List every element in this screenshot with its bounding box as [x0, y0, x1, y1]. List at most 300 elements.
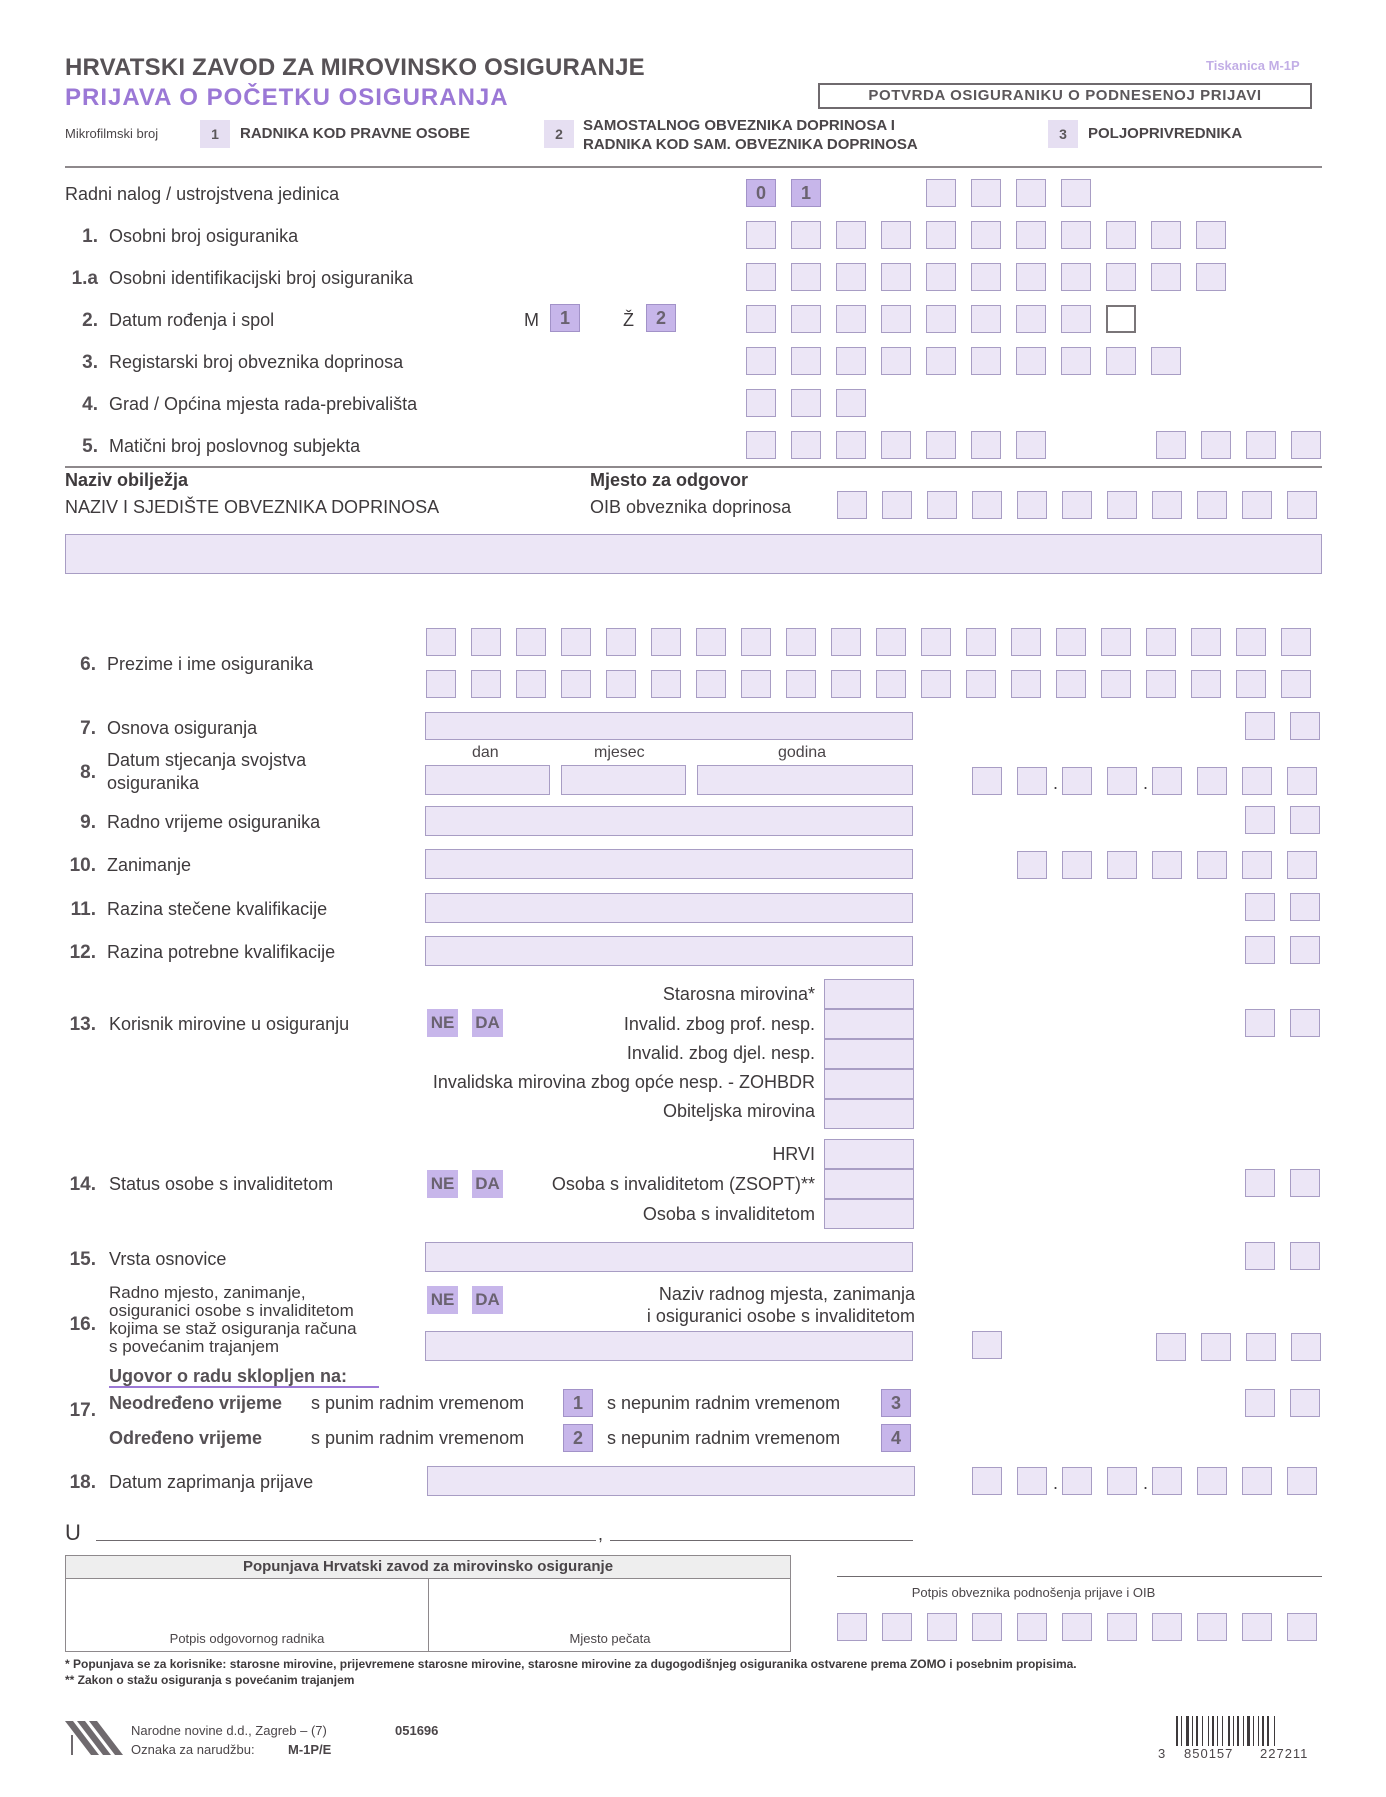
- col-mjesto-title: Mjesto za odgovor: [590, 470, 749, 490]
- registration-number-box[interactable]: [971, 347, 1001, 375]
- occupation-code-box[interactable]: [1062, 851, 1092, 879]
- obligor-oib-box[interactable]: [882, 491, 912, 519]
- row-17-code-1[interactable]: 1: [563, 1389, 593, 1417]
- occupation-code-box[interactable]: [1287, 851, 1317, 879]
- acquisition-date-box[interactable]: [1152, 767, 1182, 795]
- name-char-box[interactable]: [516, 670, 546, 698]
- obligor-signature-oib-box[interactable]: [1197, 1613, 1227, 1641]
- oib-box[interactable]: [1061, 263, 1091, 291]
- row-17-part-time: s nepunim radnim vremenom: [607, 1428, 841, 1448]
- row-11-code-box[interactable]: [1245, 893, 1275, 921]
- row-13-label: Korisnik mirovine u osiguranju: [109, 1014, 350, 1034]
- pension-option-label: Invalid. zbog djel. nesp.: [626, 1043, 815, 1063]
- row-3-label: Registarski broj obveznika doprinosa: [109, 352, 404, 372]
- obligor-signature-caption: Potpis obveznika podnošenja prijave i OIB: [911, 1585, 1156, 1600]
- obligor-signature-oib-box[interactable]: [1062, 1613, 1092, 1641]
- obligor-oib-box[interactable]: [1062, 491, 1092, 519]
- name-char-box[interactable]: [966, 670, 996, 698]
- occupation-code-box[interactable]: [1197, 851, 1227, 879]
- row-10-number: 10.: [69, 855, 96, 876]
- row-9-field[interactable]: [425, 806, 913, 836]
- birth-date-box[interactable]: [836, 305, 866, 333]
- row-16-field[interactable]: [425, 1331, 913, 1361]
- row-16-right-line2: i osiguranici osobe s invaliditetom: [646, 1306, 915, 1326]
- row-4-number: 4.: [82, 394, 98, 415]
- row-12-label: Razina potrebne kvalifikacije: [107, 942, 336, 962]
- name-char-box[interactable]: [651, 670, 681, 698]
- row-17-title-underline: [109, 1386, 379, 1388]
- occupation-code-box[interactable]: [1107, 851, 1137, 879]
- obligor-signature-oib-box[interactable]: [882, 1613, 912, 1641]
- name-char-box[interactable]: [1191, 670, 1221, 698]
- obligor-signature-oib-box[interactable]: [927, 1613, 957, 1641]
- row-18-number: 18.: [69, 1472, 96, 1493]
- receipt-date-box[interactable]: [1197, 1467, 1227, 1495]
- birth-date-box[interactable]: [1016, 305, 1046, 333]
- row-11-field[interactable]: [425, 893, 913, 923]
- name-char-box[interactable]: [1281, 670, 1311, 698]
- business-id-box[interactable]: [791, 431, 821, 459]
- row-12-field[interactable]: [425, 936, 913, 966]
- city-code-box[interactable]: [746, 389, 776, 417]
- date-line[interactable]: [610, 1540, 913, 1541]
- row-6-number: 6.: [80, 654, 96, 675]
- row-15-field[interactable]: [425, 1242, 913, 1272]
- date-separator: .: [1143, 773, 1149, 793]
- obligor-oib-label: OIB obveznika doprinosa: [590, 497, 792, 517]
- row-14-number: 14.: [69, 1174, 96, 1195]
- radni-nalog-code-0: 0: [746, 179, 776, 207]
- row-13-ne-option[interactable]: NE: [427, 1009, 458, 1037]
- category-1-number[interactable]: 1: [200, 120, 230, 148]
- business-id-box[interactable]: [836, 431, 866, 459]
- registration-number-box[interactable]: [926, 347, 956, 375]
- row-12-code-box[interactable]: [1245, 936, 1275, 964]
- row-3-number: 3.: [82, 352, 98, 373]
- name-char-box[interactable]: [561, 628, 591, 656]
- birth-date-box[interactable]: [1061, 305, 1091, 333]
- category-2-label-line2: RADNIKA KOD SAM. OBVEZNIKA DOPRINOSA: [583, 136, 918, 153]
- row-18-label: Datum zaprimanja prijave: [109, 1472, 314, 1492]
- pension-option-label: Invalidska mirovina zbog opće nesp. - ZOHBDR: [432, 1072, 815, 1092]
- pension-option-box[interactable]: [824, 1069, 914, 1099]
- obligor-oib-box[interactable]: [1017, 491, 1047, 519]
- row-9-number: 9.: [80, 812, 96, 833]
- row-6-label: Prezime i ime osiguranika: [107, 654, 314, 674]
- name-char-box[interactable]: [1011, 670, 1041, 698]
- row-16-code-box[interactable]: [1246, 1333, 1276, 1361]
- row-1-label: Osobni broj osiguranika: [109, 226, 299, 246]
- name-char-box[interactable]: [1056, 670, 1086, 698]
- business-id-box[interactable]: [926, 431, 956, 459]
- name-char-box[interactable]: [741, 670, 771, 698]
- row-8-month-field[interactable]: [561, 765, 686, 795]
- row-11-code-box[interactable]: [1290, 893, 1320, 921]
- narodne-novine-logo: [65, 1721, 123, 1755]
- row-16-code-box[interactable]: [1201, 1333, 1231, 1361]
- oib-box[interactable]: [791, 263, 821, 291]
- barcode-group2: 227211: [1260, 1746, 1309, 1761]
- obligor-oib-box[interactable]: [1242, 491, 1272, 519]
- form-title: PRIJAVA O POČETKU OSIGURANJA: [65, 84, 509, 111]
- obligor-oib-box[interactable]: [1287, 491, 1317, 519]
- category-2-number[interactable]: 2: [544, 120, 574, 148]
- oib-box[interactable]: [1016, 263, 1046, 291]
- name-char-box[interactable]: [786, 670, 816, 698]
- row-5-label: Matični broj poslovnog subjekta: [109, 436, 361, 456]
- row-8-year-field[interactable]: [697, 765, 913, 795]
- col-naziv-title: Naziv obilježja: [65, 470, 189, 490]
- occupation-code-box[interactable]: [1152, 851, 1182, 879]
- row-17-full-time: s punim radnim vremenom: [311, 1428, 525, 1448]
- name-char-box[interactable]: [1191, 628, 1221, 656]
- row-8-label-line1: Datum stjecanja svojstva: [107, 750, 307, 770]
- receipt-date-box[interactable]: [1242, 1467, 1272, 1495]
- name-char-box[interactable]: [651, 628, 681, 656]
- pension-option-label: Invalid. zbog prof. nesp.: [623, 1014, 815, 1034]
- row-13-code-box[interactable]: [1245, 1009, 1275, 1037]
- oib-box[interactable]: [1106, 263, 1136, 291]
- name-char-box[interactable]: [1101, 628, 1131, 656]
- row-9-code-box[interactable]: [1290, 806, 1320, 834]
- date-separator: .: [1143, 1473, 1149, 1493]
- name-char-box[interactable]: [786, 628, 816, 656]
- row-16-code-box[interactable]: [1156, 1333, 1186, 1361]
- row-16-label-line: s povećanim trajanjem: [109, 1337, 280, 1356]
- date-separator: .: [1053, 773, 1059, 793]
- row-7-label: Osnova osiguranja: [107, 718, 258, 738]
- business-id-box[interactable]: [1246, 431, 1276, 459]
- row-16-da-option[interactable]: DA: [472, 1286, 503, 1314]
- name-char-box[interactable]: [516, 628, 546, 656]
- institution-title: HRVATSKI ZAVOD ZA MIROVINSKO OSIGURANJE: [65, 54, 645, 81]
- publisher-code: 051696: [395, 1723, 439, 1738]
- publisher-line1: Narodne novine d.d., Zagreb – (7): [131, 1723, 327, 1738]
- receipt-date-box[interactable]: [1152, 1467, 1182, 1495]
- pension-option-label: Obiteljska mirovina: [662, 1101, 815, 1121]
- registration-number-box[interactable]: [1151, 347, 1181, 375]
- name-char-box[interactable]: [921, 628, 951, 656]
- footnote-1: * Popunjava se za korisnike: starosne mirovine, prijevremene starosne mirovine, starosne mirovine za dugogodišnjeg osiguranika ostvarene prema ZOMO i posebnim propisima.: [65, 1657, 1077, 1671]
- row-8-day-field[interactable]: [425, 765, 550, 795]
- oib-box[interactable]: [1196, 263, 1226, 291]
- receipt-date-box[interactable]: [1062, 1467, 1092, 1495]
- row-2-label: Datum rođenja i spol: [109, 310, 275, 330]
- row-14-code-box[interactable]: [1245, 1169, 1275, 1197]
- pension-option-box[interactable]: [824, 1009, 914, 1039]
- obligor-signature-oib-box[interactable]: [1242, 1613, 1272, 1641]
- registration-number-box[interactable]: [1016, 347, 1046, 375]
- category-3-number[interactable]: 3: [1048, 120, 1078, 148]
- row-14-da-option[interactable]: DA: [472, 1170, 503, 1198]
- row-8-year-caption: godina: [778, 744, 827, 761]
- responsible-signature-cell: Potpis odgovornog radnika: [169, 1631, 325, 1646]
- obligor-oib-box[interactable]: [1107, 491, 1137, 519]
- acquisition-date-box[interactable]: [1062, 767, 1092, 795]
- row-14-code-box[interactable]: [1290, 1169, 1320, 1197]
- acquisition-date-box[interactable]: [1017, 767, 1047, 795]
- publisher-order-value: M-1P/E: [288, 1742, 332, 1757]
- row-8-month-caption: mjesec: [594, 744, 645, 761]
- receipt-date-box[interactable]: [1287, 1467, 1317, 1495]
- obligor-signature-oib-box[interactable]: [837, 1613, 867, 1641]
- row-2-number: 2.: [82, 310, 98, 331]
- row-18-field[interactable]: [427, 1466, 915, 1496]
- name-char-box[interactable]: [1146, 670, 1176, 698]
- row-8-label-line2: osiguranika: [107, 773, 200, 793]
- personal-number-box[interactable]: [791, 221, 821, 249]
- row-16-label-line: kojima se staž osiguranja računa: [109, 1319, 357, 1338]
- name-char-box[interactable]: [696, 670, 726, 698]
- name-char-box[interactable]: [1146, 628, 1176, 656]
- row-16-code-box[interactable]: [972, 1331, 1002, 1359]
- name-char-box[interactable]: [966, 628, 996, 656]
- row-17-part-time: s nepunim radnim vremenom: [607, 1393, 841, 1413]
- business-id-box[interactable]: [1291, 431, 1321, 459]
- header-divider: [65, 166, 1322, 168]
- acquisition-date-box[interactable]: [972, 767, 1002, 795]
- name-char-box[interactable]: [921, 670, 951, 698]
- name-char-box[interactable]: [1236, 670, 1266, 698]
- radni-nalog-box[interactable]: [971, 179, 1001, 207]
- receipt-date-box[interactable]: [1017, 1467, 1047, 1495]
- personal-number-box[interactable]: [1151, 221, 1181, 249]
- category-2-label-line1: SAMOSTALNOG OBVEZNIKA DOPRINOSA I: [583, 117, 895, 134]
- row-16-code-box[interactable]: [1291, 1333, 1321, 1361]
- obligor-oib-box[interactable]: [1197, 491, 1227, 519]
- oib-box[interactable]: [971, 263, 1001, 291]
- sex-m-code[interactable]: 1: [550, 304, 580, 332]
- oib-box[interactable]: [836, 263, 866, 291]
- acquisition-date-box[interactable]: [1197, 767, 1227, 795]
- radni-nalog-box[interactable]: [1016, 179, 1046, 207]
- business-id-box[interactable]: [746, 431, 776, 459]
- place-u-label: U: [65, 1520, 81, 1545]
- name-char-box[interactable]: [1101, 670, 1131, 698]
- row-12-code-box[interactable]: [1290, 936, 1320, 964]
- city-code-box[interactable]: [836, 389, 866, 417]
- barcode-digit: 3: [1158, 1746, 1166, 1761]
- receipt-date-box[interactable]: [1107, 1467, 1137, 1495]
- row-17-code-box[interactable]: [1245, 1389, 1275, 1417]
- confirmation-box: POTVRDA OSIGURANIKU O PODNESENOJ PRIJAVI: [818, 83, 1312, 109]
- row-7-field[interactable]: [425, 712, 913, 740]
- registration-number-box[interactable]: [836, 347, 866, 375]
- name-char-box[interactable]: [831, 628, 861, 656]
- row-7-code-box[interactable]: [1290, 712, 1320, 740]
- barcode-group1: 850157: [1184, 1746, 1234, 1761]
- business-id-box[interactable]: [1016, 431, 1046, 459]
- row-15-number: 15.: [69, 1249, 96, 1270]
- registration-number-box[interactable]: [881, 347, 911, 375]
- stamp-cell: Mjesto pečata: [569, 1631, 651, 1646]
- name-char-box[interactable]: [831, 670, 861, 698]
- category-1-label: RADNIKA KOD PRAVNE OSOBE: [240, 125, 471, 142]
- obligor-oib-box[interactable]: [927, 491, 957, 519]
- obligor-signature-oib-box[interactable]: [1107, 1613, 1137, 1641]
- obligor-signature-oib-box[interactable]: [972, 1613, 1002, 1641]
- obligor-name-field[interactable]: [65, 534, 1322, 574]
- oib-box[interactable]: [746, 263, 776, 291]
- row-10-field[interactable]: [425, 849, 913, 879]
- row-17-code-4[interactable]: 4: [881, 1424, 911, 1452]
- hzmo-signature-table: [65, 1555, 791, 1652]
- row-17-full-time: s punim radnim vremenom: [311, 1393, 525, 1413]
- place-line[interactable]: [96, 1540, 596, 1541]
- occupation-code-box[interactable]: [1242, 851, 1272, 879]
- row-16-label-line: Radno mjesto, zanimanje,: [109, 1283, 306, 1302]
- personal-number-box[interactable]: [1061, 221, 1091, 249]
- occupation-code-box[interactable]: [1017, 851, 1047, 879]
- birth-date-box[interactable]: [971, 305, 1001, 333]
- receipt-date-box[interactable]: [972, 1467, 1002, 1495]
- city-code-box[interactable]: [791, 389, 821, 417]
- radni-nalog-box[interactable]: [1061, 179, 1091, 207]
- name-char-box[interactable]: [1056, 628, 1086, 656]
- business-id-box[interactable]: [971, 431, 1001, 459]
- row-13-code-box[interactable]: [1290, 1009, 1320, 1037]
- sex-check-box[interactable]: [1106, 305, 1136, 333]
- row-16-ne-option[interactable]: NE: [427, 1286, 458, 1314]
- row-13-number: 13.: [69, 1014, 96, 1035]
- publisher-order-label: Oznaka za narudžbu:: [131, 1742, 255, 1757]
- personal-number-box[interactable]: [881, 221, 911, 249]
- registration-number-box[interactable]: [1061, 347, 1091, 375]
- radni-nalog-box[interactable]: [926, 179, 956, 207]
- name-char-box[interactable]: [1236, 628, 1266, 656]
- category-3-label: POLJOPRIVREDNIKA: [1088, 125, 1243, 142]
- acquisition-date-box[interactable]: [1107, 767, 1137, 795]
- disability-option-box[interactable]: [824, 1199, 914, 1229]
- obligor-signature-oib-box[interactable]: [1287, 1613, 1317, 1641]
- name-char-box[interactable]: [876, 628, 906, 656]
- obligor-oib-box[interactable]: [1152, 491, 1182, 519]
- name-char-box[interactable]: [1281, 628, 1311, 656]
- microfilm-label: Mikrofilmski broj: [65, 126, 159, 141]
- disability-option-box[interactable]: [824, 1169, 914, 1199]
- registration-number-box[interactable]: [1106, 347, 1136, 375]
- obligor-signature-oib-box[interactable]: [1017, 1613, 1047, 1641]
- sex-z-label: Ž: [623, 310, 634, 330]
- row-17-number: 17.: [69, 1400, 96, 1421]
- obligor-signature-oib-box[interactable]: [1152, 1613, 1182, 1641]
- personal-number-box[interactable]: [1196, 221, 1226, 249]
- place-comma: ,: [598, 1524, 604, 1544]
- name-char-box[interactable]: [696, 628, 726, 656]
- personal-number-box[interactable]: [836, 221, 866, 249]
- row-15-code-box[interactable]: [1290, 1242, 1320, 1270]
- personal-number-box[interactable]: [971, 221, 1001, 249]
- date-separator: .: [1053, 1473, 1059, 1493]
- birth-date-box[interactable]: [881, 305, 911, 333]
- acquisition-date-box[interactable]: [1287, 767, 1317, 795]
- oib-box[interactable]: [1151, 263, 1181, 291]
- disability-option-label: Osoba s invaliditetom (ZSOPT)**: [551, 1174, 815, 1194]
- form-number: Tiskanica M-1P: [1206, 58, 1300, 73]
- row-13-da-option[interactable]: DA: [472, 1009, 503, 1037]
- row-16-label-line: osiguranici osobe s invaliditetom: [109, 1301, 354, 1320]
- name-char-box[interactable]: [741, 628, 771, 656]
- obligor-oib-box[interactable]: [837, 491, 867, 519]
- row-17-title: Ugovor o radu sklopljen na:: [109, 1366, 348, 1386]
- name-char-box[interactable]: [561, 670, 591, 698]
- business-id-box[interactable]: [1201, 431, 1231, 459]
- row-10-label: Zanimanje: [107, 855, 192, 875]
- disability-option-label: HRVI: [772, 1144, 815, 1164]
- name-char-box[interactable]: [471, 628, 501, 656]
- business-id-box[interactable]: [881, 431, 911, 459]
- row-17-definite: Određeno vrijeme: [109, 1428, 263, 1448]
- row-8-day-caption: dan: [472, 744, 499, 761]
- birth-date-box[interactable]: [791, 305, 821, 333]
- business-id-box[interactable]: [1156, 431, 1186, 459]
- pension-option-label: Starosna mirovina*: [662, 984, 815, 1004]
- sex-z-code[interactable]: 2: [646, 304, 676, 332]
- barcode-icon: [1176, 1716, 1316, 1746]
- registration-number-box[interactable]: [791, 347, 821, 375]
- oib-box[interactable]: [926, 263, 956, 291]
- obligor-oib-box[interactable]: [972, 491, 1002, 519]
- row-17-code-box[interactable]: [1290, 1389, 1320, 1417]
- row-16-right-line1: Naziv radnog mjesta, zanimanja: [658, 1284, 915, 1304]
- row-1-number: 1.: [82, 226, 98, 247]
- hzmo-table-title: Popunjava Hrvatski zavod za mirovinsko osiguranje: [66, 1556, 790, 1579]
- personal-number-box[interactable]: [746, 221, 776, 249]
- row-14-label: Status osobe s invaliditetom: [109, 1174, 334, 1194]
- personal-number-box[interactable]: [1016, 221, 1046, 249]
- pension-option-box[interactable]: [824, 1039, 914, 1069]
- obligor-signature-line[interactable]: [837, 1576, 1322, 1577]
- footnote-2: ** Zakon o stažu osiguranja s povećanim trajanjem: [65, 1673, 355, 1687]
- row-1a-number: 1.a: [71, 268, 98, 289]
- name-char-box[interactable]: [606, 628, 636, 656]
- disability-option-box[interactable]: [824, 1139, 914, 1169]
- sex-m-label: M: [524, 310, 539, 330]
- section-divider: [65, 466, 1322, 468]
- row-16-number: 16.: [69, 1314, 96, 1335]
- registration-number-box[interactable]: [746, 347, 776, 375]
- name-char-box[interactable]: [876, 670, 906, 698]
- disability-option-label: Osoba s invaliditetom: [642, 1204, 815, 1224]
- row-17-code-3[interactable]: 3: [881, 1389, 911, 1417]
- row-15-code-box[interactable]: [1245, 1242, 1275, 1270]
- row-9-label: Radno vrijeme osiguranika: [107, 812, 321, 832]
- oib-box[interactable]: [881, 263, 911, 291]
- name-char-box[interactable]: [426, 628, 456, 656]
- name-char-box[interactable]: [471, 670, 501, 698]
- row-7-code-box[interactable]: [1245, 712, 1275, 740]
- row-17-code-2[interactable]: 2: [563, 1424, 593, 1452]
- birth-date-box[interactable]: [746, 305, 776, 333]
- pension-option-box[interactable]: [824, 1099, 914, 1129]
- name-char-box[interactable]: [1011, 628, 1041, 656]
- row-9-code-box[interactable]: [1245, 806, 1275, 834]
- row-4-label: Grad / Općina mjesta rada-prebivališta: [109, 394, 418, 414]
- row-15-label: Vrsta osnovice: [109, 1249, 227, 1269]
- birth-date-box[interactable]: [926, 305, 956, 333]
- row-7-number: 7.: [80, 718, 96, 739]
- name-char-box[interactable]: [606, 670, 636, 698]
- pension-option-box[interactable]: [824, 979, 914, 1009]
- row-12-number: 12.: [69, 942, 96, 963]
- row-1a-label: Osobni identifikacijski broj osiguranika: [109, 268, 414, 288]
- name-char-box[interactable]: [426, 670, 456, 698]
- personal-number-box[interactable]: [1106, 221, 1136, 249]
- row-14-ne-option[interactable]: NE: [427, 1170, 458, 1198]
- obligor-name-label: NAZIV I SJEDIŠTE OBVEZNIKA DOPRINOSA: [65, 497, 440, 517]
- acquisition-date-box[interactable]: [1242, 767, 1272, 795]
- personal-number-box[interactable]: [926, 221, 956, 249]
